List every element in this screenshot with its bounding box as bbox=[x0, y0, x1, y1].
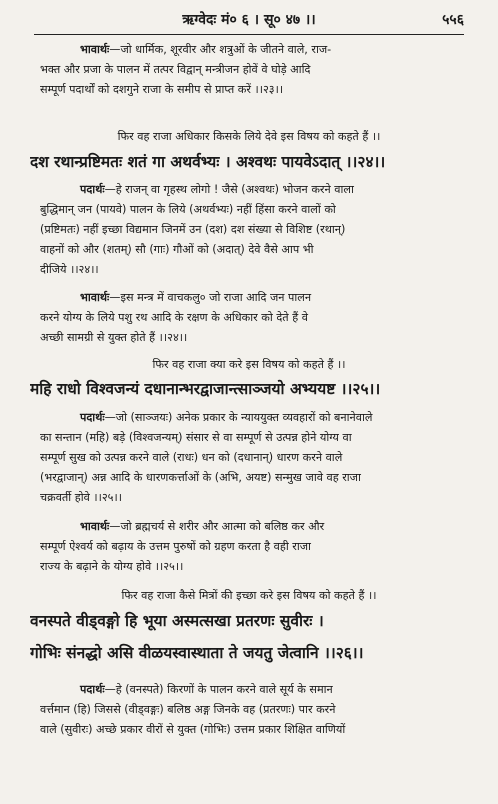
padarth-24 bbox=[40, 180, 464, 280]
padarth-line: वर्त्तमान (हि) जिससे (वीड्वङ्गः) बलिष्ठ अङ्ग जिनके वह (प्रतरणः) पार करने bbox=[40, 703, 336, 716]
bhavarth-25 bbox=[40, 517, 464, 577]
mantra-24: दश रथान्प्रष्टिमतः शतं गा अथर्वभ्यः । अश्वथः पायवेऽदात् ।।२४।। bbox=[30, 153, 386, 171]
bhavarth-label: भावार्थः bbox=[80, 291, 110, 304]
bhavarth-line: —जो ब्रह्मचर्य से शरीर और आत्मा को बलिष्ठ कर और bbox=[109, 520, 325, 533]
padarth-label: पदार्थः bbox=[80, 683, 105, 696]
bhavarth-line: सम्पूर्ण पदार्थों को दशगुने राजा के समीप से प्राप्त करें ।।२३।। bbox=[40, 83, 284, 96]
padarth-line: का सन्तान (महि) बड़े (विश्वजन्यम्) संसार से वा सम्पूर्ण से उत्पन्न होने योग्य वा bbox=[40, 431, 352, 444]
padarth-line: चक्रवर्ती होवे ।।२५।। bbox=[40, 491, 122, 504]
padarth-line: —जो (साञ्जयः) अनेक प्रकार के न्याययुक्त व्यवहारों को बनानेवाले bbox=[104, 411, 373, 424]
bhavarth-label: भावार्थः bbox=[80, 43, 110, 56]
page-number: ५५६ bbox=[442, 12, 464, 28]
padarth-line: दीजिये ।।२४।। bbox=[40, 263, 99, 276]
mantra-25: महि राधो विश्वजन्यं दधानान्भरद्वाजान्त्साञ्जयो अभ्ययष्ट ।।२५।। bbox=[30, 380, 381, 398]
bhavarth-line: —जो धार्मिक, शूरवीर और शत्रुओं के जीतने वाले, राज- bbox=[109, 43, 332, 56]
running-title: ऋग्वेदः मं० ६ । सू० ४७ ।। bbox=[182, 12, 316, 28]
bhavarth-line: राज्य के बढ़ाने के योग्य होवे ।।२५।। bbox=[40, 560, 184, 573]
bhavarth-23 bbox=[40, 40, 464, 100]
padarth-line: —हे (वनस्पते) किरणों के पालन करने वाले सूर्य के समान bbox=[104, 683, 333, 696]
padarth-line: सम्पूर्ण सुख को उत्पन्न करने वाले (राधः) धन को (दधानान्) धारण करने वाले bbox=[40, 451, 343, 464]
padarth-line: —हे राजन् वा गृहस्थ लोगो ! जैसे (अश्वथः) भोजन करने वाला bbox=[104, 183, 354, 196]
padarth-25 bbox=[40, 408, 464, 508]
bhavarth-line: अच्छी सामग्री से युक्त होते हैं ।।२४।। bbox=[40, 331, 188, 344]
bhavarth-label: भावार्थः bbox=[80, 520, 110, 533]
padarth-line: वाहनों को और (शतम्) सौ (गाः) गौओं को (अदात्) देवे वैसे आप भी bbox=[40, 243, 314, 256]
page-header bbox=[34, 8, 464, 30]
bhavarth-24 bbox=[40, 288, 464, 348]
bhavarth-line: —इस मन्त्र में वाचकलु० जो राजा आदि जन पालन bbox=[109, 291, 312, 304]
mantra-26-line-1: वनस्पते वीड्वङ्गो हि भूया अस्मत्सखा प्रतरणः सुवीरः । bbox=[30, 612, 324, 630]
padarth-26 bbox=[40, 680, 464, 740]
padarth-line: (भरद्वाजान्) अन्न आदि के धारणकर्त्ताओं के (अभि, अयष्ट) सन्मुख जावे वह राजा bbox=[40, 471, 361, 484]
bhavarth-line: करने योग्य के लिये पशु रथ आदि के रक्षण के अधिकार को देते हैं वे bbox=[40, 311, 308, 324]
padarth-line: (प्रष्टिमतः) नहीं इच्छा विद्यमान जिनमें उन (दश) दश संख्या से विशिष्ट (रथान्) bbox=[40, 223, 346, 236]
intro-25: फिर वह राजा क्या करे इस विषय को कहते हैं ।। bbox=[152, 358, 346, 371]
intro-24: फिर वह राजा अधिकार किसके लिये देवे इस विषय को कहते हैं ।। bbox=[117, 130, 381, 143]
padarth-label: पदार्थः bbox=[80, 411, 105, 424]
padarth-label: पदार्थः bbox=[80, 183, 105, 196]
mantra-26-line-2: गोभिः संनद्धो असि वीळयस्वास्थाता ते जयतु जेत्वानि ।।२६।। bbox=[30, 644, 364, 662]
bhavarth-line: भक्त और प्रजा के पालन में तत्पर विद्वान् मन्त्रीजन होवें वे घोड़े आदि bbox=[40, 63, 311, 76]
padarth-line: बुद्धिमान् जन (पायवे) पालन के लिये (अथर्वभ्यः) नहीं हिंसा करने वालों को bbox=[40, 203, 336, 216]
header-rule bbox=[34, 34, 464, 35]
padarth-line: वाले (सुवीरः) अच्छे प्रकार वीरों से युक्त (गोभिः) उत्तम प्रकार शिक्षित वाणियों bbox=[40, 723, 346, 736]
bhavarth-line: सम्पूर्ण ऐश्वर्य को बढ़ाय के उत्तम पुरुषों को ग्रहण करता है वही राजा bbox=[40, 540, 311, 553]
intro-26: फिर वह राजा कैसे मित्रों की इच्छा करे इस विषय को कहते हैं ।। bbox=[121, 589, 377, 602]
